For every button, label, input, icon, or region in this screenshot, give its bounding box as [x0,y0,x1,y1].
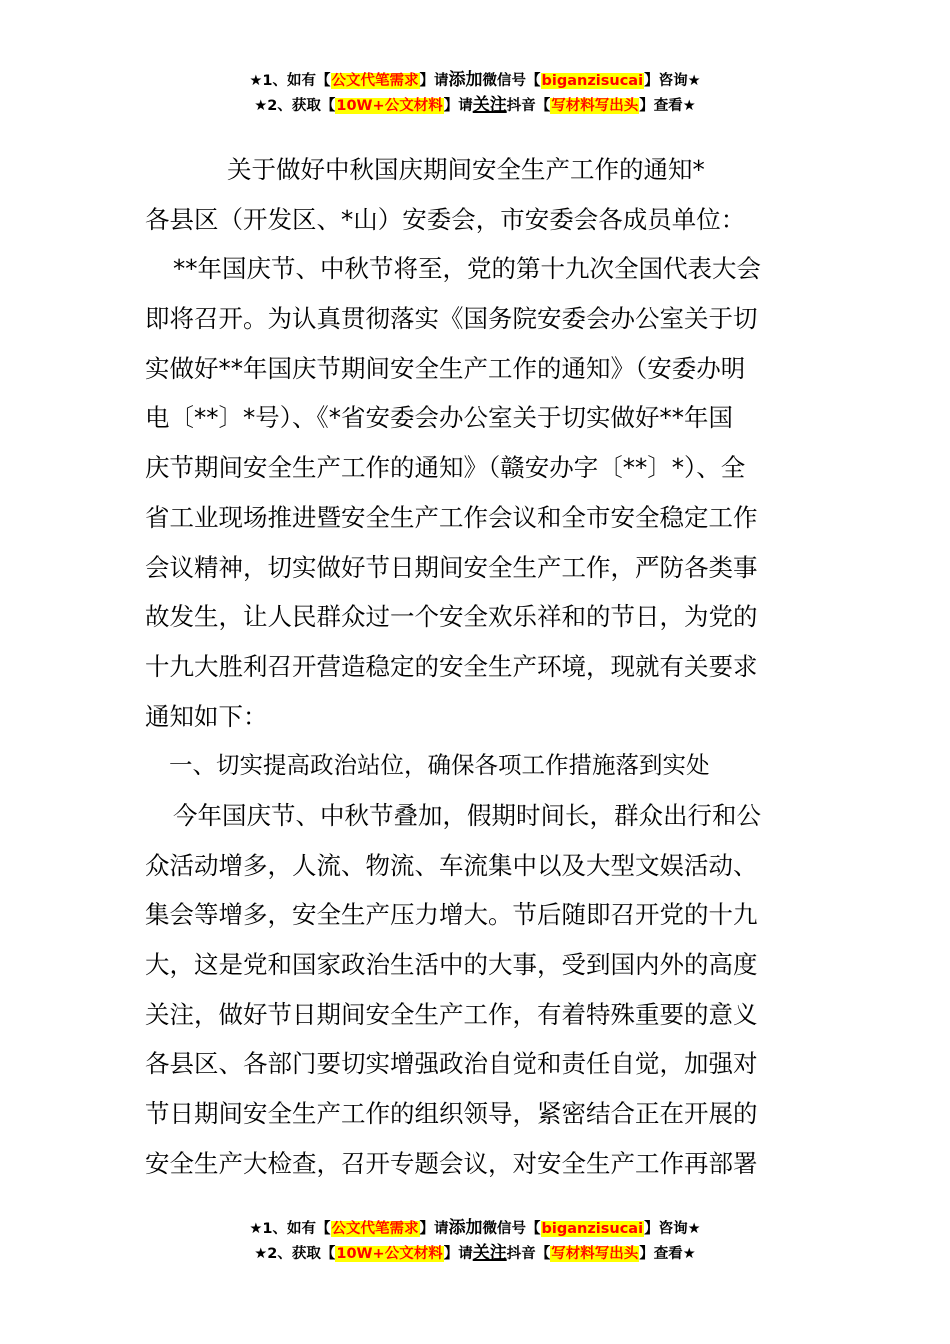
paragraph-line: 集会等增多，安全生产压力增大。节后随即召开党的十九 [145,900,758,930]
promo-text: 】咨询★ [644,1221,701,1237]
promo-highlight: 公文代笔需求 [331,1221,419,1237]
paragraph-line: 电〔**〕*号）、《*省安委会办公室关于切实做好**年国 [145,403,733,433]
promo-wechat-id: biganzisucai [541,1221,644,1237]
paragraph-line: 即将召开。为认真贯彻落实《国务院安委会办公室关于切 [145,304,758,334]
promo-text: 微信号【 [482,1221,541,1237]
paragraph-line: 安全生产大检查，召开专题会议，对安全生产工作再部署 [145,1148,758,1178]
promo-douyin-id: 写材料写出头 [551,1246,639,1262]
promo-text: 】查看★ [639,98,696,114]
paragraph-line: 会议精神，切实做好节日期间安全生产工作，严防各类事 [145,552,758,582]
promo-text: 】请 [419,73,449,89]
document-body [145,145,810,1188]
promo-emphasis: 关注 [472,1243,507,1263]
paragraph-line: **年国庆节、中秋节将至，党的第十九次全国代表大会 [173,254,761,284]
promo-highlight: 10W+公文材料 [336,1246,443,1262]
promo-emphasis: 关注 [472,95,507,115]
promo-text: ★1、如有【 [249,1221,331,1237]
promo-line-2 [0,1241,950,1266]
salutation: 各县区（开发区、*山）安委会，市安委会各成员单位： [145,204,746,234]
promo-banner-top [0,68,950,118]
promo-text: 抖音【 [506,98,551,114]
paragraph-line: 通知如下： [145,701,268,731]
promo-wechat-id: biganzisucai [541,73,644,89]
promo-text: 】查看★ [639,1246,696,1262]
paragraph-line: 各县区、各部门要切实增强政治自觉和责任自觉，加强对 [145,1049,758,1079]
promo-emphasis: 添加 [448,70,483,90]
promo-line-1 [0,68,950,93]
paragraph-line: 关注，做好节日期间安全生产工作，有着特殊重要的意义 [145,999,758,1029]
promo-highlight: 公文代笔需求 [331,73,419,89]
paragraph-line: 众活动增多，人流、物流、车流集中以及大型文娱活动、 [145,850,758,880]
paragraph-line: 节日期间安全生产工作的组织领导，紧密结合正在开展的 [145,1099,758,1129]
section-heading: 一、切实提高政治站位，确保各项工作措施落到实处 [169,751,710,780]
promo-text: ★1、如有【 [249,73,331,89]
promo-banner-bottom [0,1216,950,1266]
promo-text: 】咨询★ [644,73,701,89]
promo-line-1 [0,1216,950,1241]
paragraph-line: 大，这是党和国家政治生活中的大事，受到国内外的高度 [145,950,758,979]
promo-text: 】请 [419,1221,449,1237]
paragraph-line: 实做好**年国庆节期间安全生产工作的通知》（安委办明 [145,353,746,383]
paragraph-line: 故发生，让人民群众过一个安全欢乐祥和的节日，为党的 [145,602,758,632]
promo-line-2 [0,93,950,118]
paragraph-line: 今年国庆节、中秋节叠加，假期时间长，群众出行和公 [173,800,761,830]
promo-text: ★2、获取【 [254,1246,336,1262]
paragraph-line: 庆节期间安全生产工作的通知》（赣安办字〔**〕*）、全 [145,453,746,483]
promo-douyin-id: 写材料写出头 [551,98,639,114]
promo-text: 抖音【 [506,1246,551,1262]
promo-text: ★2、获取【 [254,98,336,114]
promo-text: 】请 [443,98,473,114]
promo-highlight: 10W+公文材料 [336,98,443,114]
promo-text: 微信号【 [482,73,541,89]
paragraph-line: 省工业现场推进暨安全生产工作会议和全市安全稳定工作 [145,502,758,532]
paragraph-line: 十九大胜利召开营造稳定的安全生产环境，现就有关要求 [145,651,758,681]
promo-text: 】请 [443,1246,473,1262]
document-title: 关于做好中秋国庆期间安全生产工作的通知* [227,155,705,184]
promo-emphasis: 添加 [448,1218,483,1238]
